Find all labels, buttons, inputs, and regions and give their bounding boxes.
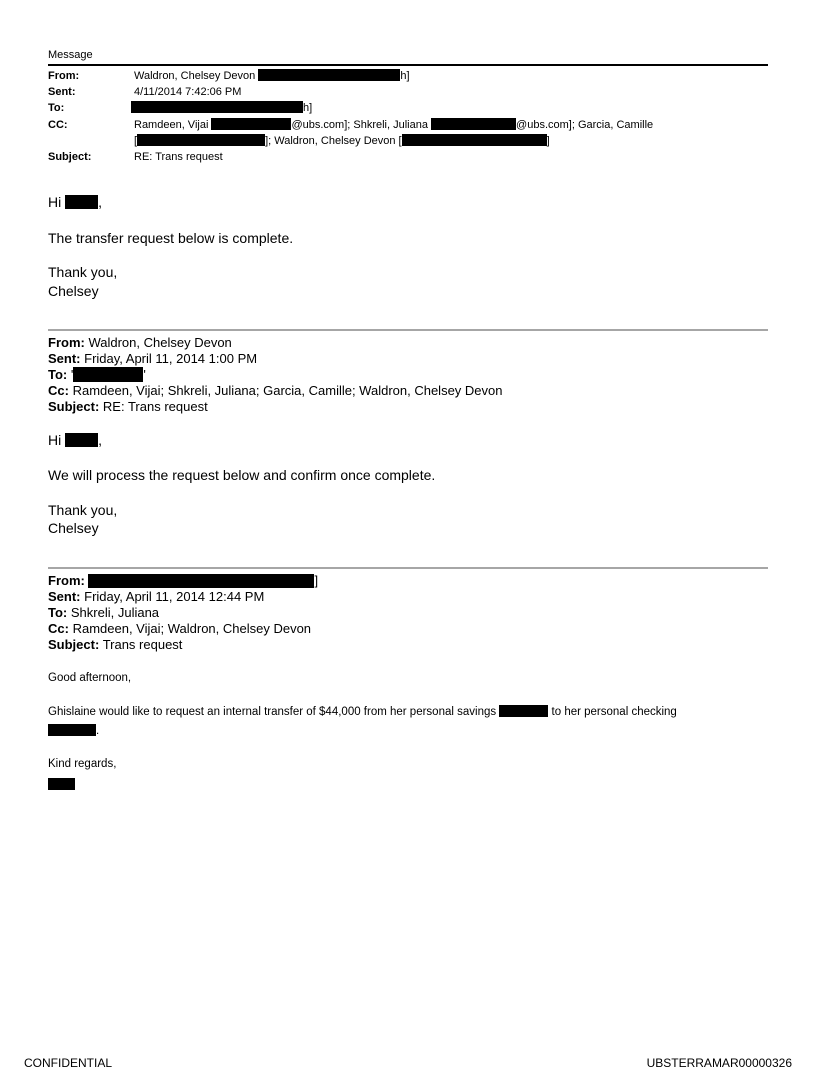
header-to-row bbox=[48, 100, 312, 116]
quoted-subject-row bbox=[48, 399, 208, 415]
from-value: Waldron, Chelsey Devon bbox=[88, 335, 232, 350]
from-label: From: bbox=[48, 335, 85, 350]
cc-part: @ubs.com]; Garcia, Camille bbox=[516, 119, 654, 131]
header-cc-row-continued bbox=[48, 133, 550, 149]
cc-part: @ubs.com]; Shkreli, Juliana bbox=[291, 119, 428, 131]
greeting-suffix: , bbox=[98, 432, 103, 448]
title-rule bbox=[48, 64, 768, 66]
quoted-cc-row bbox=[48, 383, 503, 399]
to-label: To: bbox=[48, 605, 68, 620]
to-suffix: ' bbox=[143, 367, 146, 382]
header-cc-row bbox=[48, 117, 653, 133]
cc-value: Ramdeen, Vijai; Shkreli, Juliana; Garcia, Camille; Waldron, Chelsey Devon bbox=[72, 383, 503, 398]
signature: Chelsey bbox=[48, 283, 99, 299]
greeting-line bbox=[48, 193, 102, 211]
redaction-box bbox=[65, 433, 98, 447]
closing: Kind regards, bbox=[48, 758, 117, 770]
redaction-box bbox=[402, 134, 547, 146]
redaction-box bbox=[70, 367, 146, 382]
redaction-box bbox=[48, 724, 96, 736]
quoted-from-row bbox=[48, 335, 232, 351]
separator-rule bbox=[48, 329, 768, 331]
body-paragraph: The transfer request below is complete. bbox=[48, 230, 294, 246]
subject-label: Subject: bbox=[48, 637, 100, 652]
subject-label: Subject: bbox=[48, 399, 100, 414]
sent-value: Friday, April 11, 2014 12:44 PM bbox=[84, 589, 265, 604]
cc-label: Cc: bbox=[48, 383, 69, 398]
subject-value: RE: Trans request bbox=[102, 399, 208, 414]
greeting-suffix: , bbox=[98, 194, 103, 210]
redaction-box bbox=[137, 134, 265, 146]
sent-value: 4/11/2014 7:42:06 PM bbox=[134, 86, 242, 98]
redaction-box bbox=[88, 574, 314, 588]
redaction-box bbox=[258, 69, 400, 81]
to-prefix: ' bbox=[70, 367, 74, 382]
signature-redaction bbox=[48, 775, 75, 793]
redaction-box bbox=[431, 118, 516, 130]
to-label: To: bbox=[48, 367, 68, 382]
bates-number: UBSTERRAMAR00000326 bbox=[646, 1056, 792, 1070]
request-line-continued bbox=[48, 723, 99, 739]
cc-value: Ramdeen, Vijai; Waldron, Chelsey Devon bbox=[72, 621, 312, 636]
separator-rule bbox=[48, 567, 768, 569]
cc-part: [ bbox=[134, 135, 138, 147]
from-suffix: ] bbox=[314, 573, 319, 588]
request-line bbox=[48, 704, 677, 720]
to-value: Shkreli, Juliana bbox=[70, 605, 160, 620]
header-subject-row bbox=[48, 149, 223, 165]
cc-label: CC: bbox=[48, 119, 68, 131]
quoted-to-row bbox=[48, 367, 146, 383]
subject-value: Trans request bbox=[102, 637, 183, 652]
redaction-box bbox=[211, 118, 291, 130]
sent-label: Sent: bbox=[48, 86, 76, 98]
sent-label: Sent: bbox=[48, 589, 81, 604]
cc-part: ] bbox=[546, 135, 550, 147]
sent-value: Friday, April 11, 2014 1:00 PM bbox=[84, 351, 258, 366]
to-tail: h] bbox=[303, 102, 313, 114]
body-paragraph: We will process the request below and confirm once complete. bbox=[48, 467, 436, 483]
to-label: To: bbox=[48, 102, 65, 114]
quoted-sent-row bbox=[48, 351, 257, 367]
sent-label: Sent: bbox=[48, 351, 81, 366]
document-title: Message bbox=[48, 49, 93, 61]
from-label: From: bbox=[48, 573, 85, 588]
header-sent-row bbox=[48, 84, 241, 100]
header-from-row bbox=[48, 68, 410, 84]
from-tail: h] bbox=[400, 70, 410, 82]
from-value: Waldron, Chelsey Devon bbox=[134, 70, 256, 82]
quoted-to-row bbox=[48, 605, 159, 621]
confidential-label: CONFIDENTIAL bbox=[24, 1056, 113, 1070]
redaction-box bbox=[131, 101, 303, 113]
greeting: Good afternoon, bbox=[48, 672, 132, 684]
quoted-cc-row bbox=[48, 621, 311, 637]
request-end: . bbox=[96, 725, 100, 737]
redaction-box bbox=[65, 195, 98, 209]
greeting: Hi bbox=[48, 432, 62, 448]
greeting: Hi bbox=[48, 194, 62, 210]
redaction-box bbox=[48, 778, 75, 790]
quoted-sent-row bbox=[48, 589, 264, 605]
signature: Chelsey bbox=[48, 520, 99, 536]
closing: Thank you, bbox=[48, 264, 118, 280]
quoted-from-row bbox=[48, 573, 318, 589]
from-label: From: bbox=[48, 70, 80, 82]
quoted-subject-row bbox=[48, 637, 182, 653]
cc-part: ]; Waldron, Chelsey Devon [ bbox=[265, 135, 402, 147]
request-text: Ghislaine would like to request an internal transfer of $44,000 from her personal savings bbox=[48, 706, 497, 718]
cc-part: Ramdeen, Vijai bbox=[134, 119, 209, 131]
redaction-box bbox=[499, 705, 548, 717]
subject-label: Subject: bbox=[48, 151, 92, 163]
subject-value: RE: Trans request bbox=[134, 151, 223, 163]
cc-label: Cc: bbox=[48, 621, 69, 636]
request-text: to her personal checking bbox=[551, 706, 677, 718]
closing: Thank you, bbox=[48, 502, 118, 518]
greeting-line bbox=[48, 431, 102, 449]
